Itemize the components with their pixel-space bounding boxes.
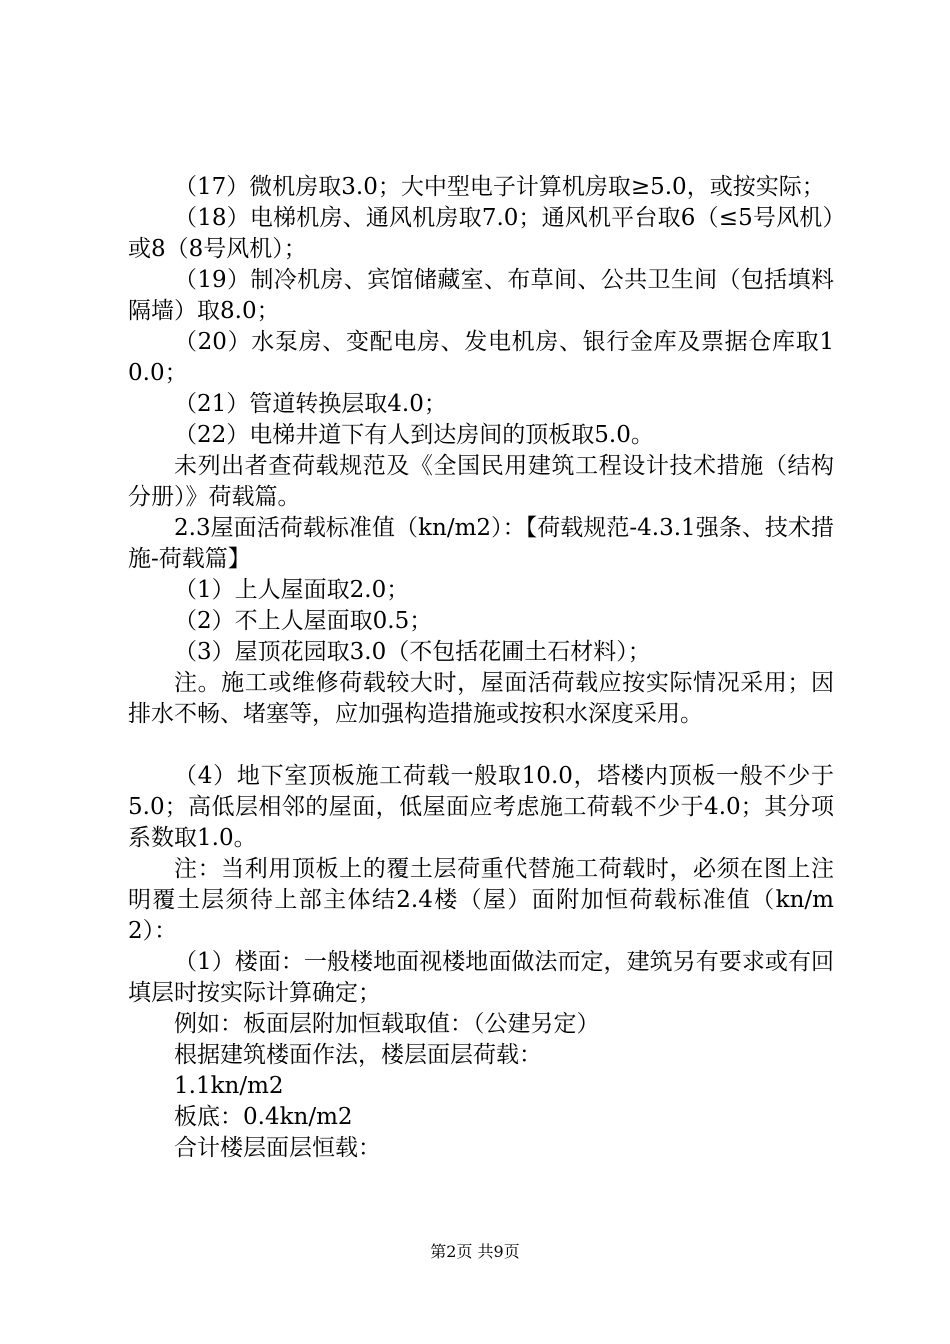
paragraph-22-elevator-shaft: （22）电梯井道下有人到达房间的顶板取5.0。: [174, 422, 654, 448]
document-body: [128, 172, 834, 1164]
paragraph-18-elevator-room: （18）电梯机房、通风机房取7.0；通风机平台取6（≤5号风机）或8（8号风机）；: [128, 205, 834, 262]
paragraph-roof-inaccessible: （2）不上人屋面取0.5；: [174, 608, 433, 634]
paragraph-20-pump-room: （20）水泵房、变配电房、发电机房、银行金库及票据仓库取10.0；: [128, 329, 834, 386]
page-footer: [0, 1242, 950, 1262]
note-roof-construction: 注。施工或维修荷载较大时，屋面活荷载应按实际情况采用；因排水不畅、堵塞等，应加强构造措施或按积水深度采用。: [128, 670, 834, 727]
value-floor-layer: 1.1kn/m2: [174, 1073, 284, 1099]
note-soil-cover-2-4: 注：当利用顶板上的覆土层荷重代替施工荷载时，必须在图上注明覆土层须待上部主体结2.4楼（屋）面附加恒荷载标准值（kn/m2）：: [128, 856, 834, 944]
section-heading-2-3: 2.3屋面活荷载标准值（kn/m2）：【荷载规范-4.3.1强条、技术措施-荷载篇】: [128, 515, 834, 572]
paragraph-total-dead-load: 合计楼层面层恒载：: [174, 1135, 381, 1161]
paragraph-floor-layer-load: 根据建筑楼面作法，楼层面层荷载：: [174, 1042, 542, 1068]
paragraph-19-refrigeration-room: （19）制冷机房、宾馆储藏室、布草间、公共卫生间（包括填料隔墙）取8.0；: [128, 267, 834, 324]
page-number: 第2页 共9页: [430, 1242, 520, 1261]
paragraph-floor-finish: （1）楼面：一般楼地面视楼地面做法而定，建筑另有要求或有回填层时按实际计算确定；: [128, 949, 834, 1006]
paragraph-21-pipe-transfer: （21）管道转换层取4.0；: [174, 391, 447, 417]
paragraph-roof-garden: （3）屋顶花园取3.0（不包括花圃土石材料）；: [174, 639, 651, 665]
paragraph-example: 例如：板面层附加恒载取值：（公建另定）: [174, 1011, 600, 1037]
paragraph-unlisted-note: 未列出者查荷载规范及《全国民用建筑工程设计技术措施（结构分册）》荷载篇。: [128, 453, 834, 510]
paragraph-basement-roof: （4）地下室顶板施工荷载一般取10.0，塔楼内顶板一般不少于5.0；高低层相邻的屋面，低屋面应考虑施工荷载不少于4.0；其分项系数取1.0。: [128, 763, 834, 851]
value-slab-bottom: 板底：0.4kn/m2: [174, 1104, 353, 1130]
paragraph-17-computer-room: （17）微机房取3.0；大中型电子计算机房取≥5.0，或按实际；: [174, 174, 825, 200]
paragraph-roof-accessible: （1）上人屋面取2.0；: [174, 577, 410, 603]
